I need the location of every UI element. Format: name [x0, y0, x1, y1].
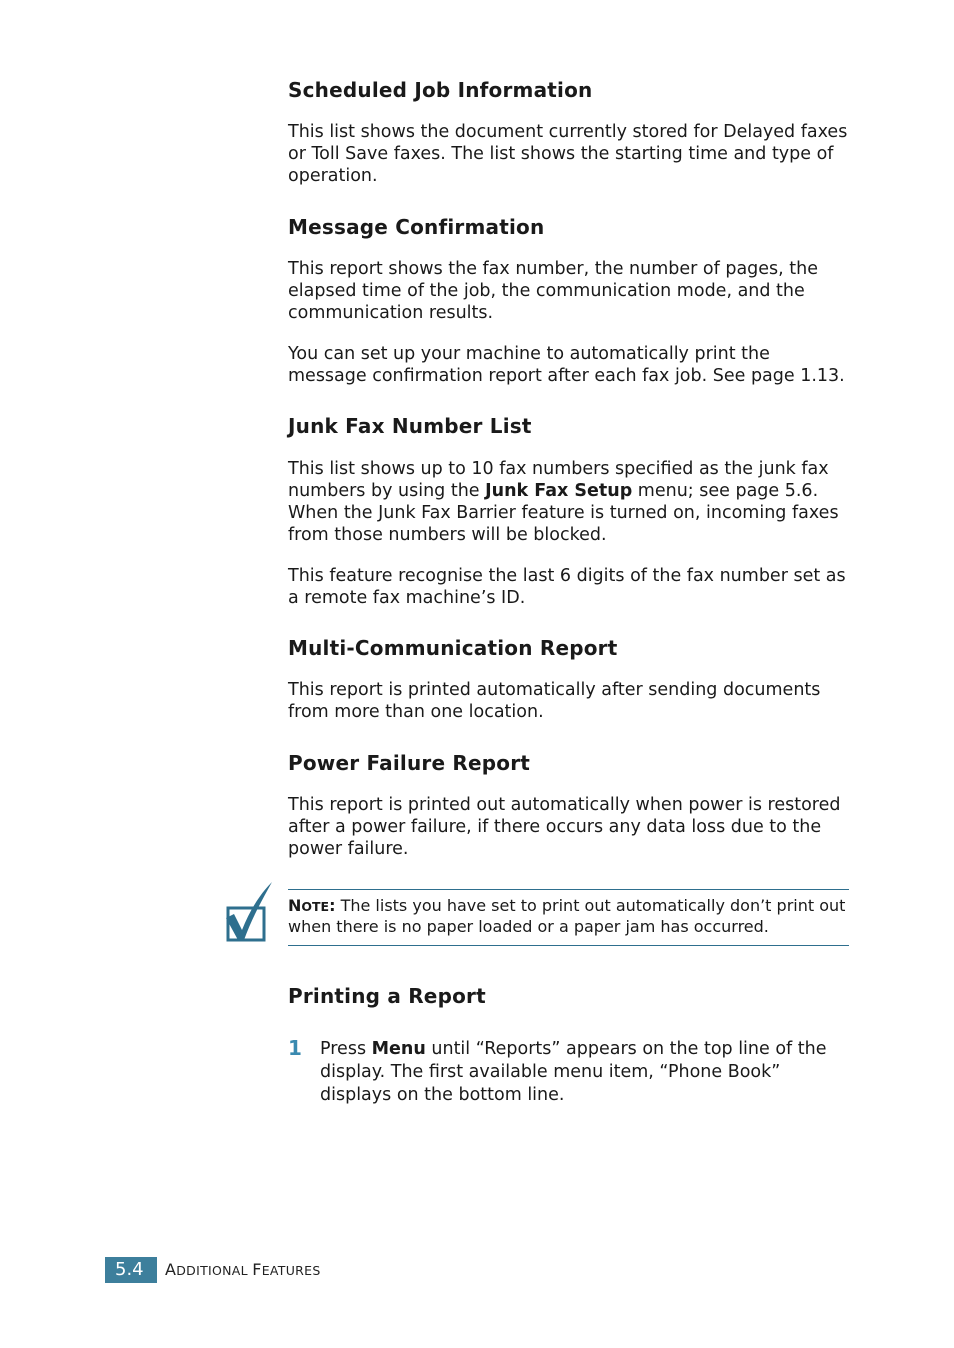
footer-title-f2: EATURES — [261, 1263, 321, 1278]
step-text — [320, 1038, 850, 1107]
step-text-b: until “Reports” appears on the top line of the display. The first available menu item, “Phone Book” displays on the bottom line. — [320, 1039, 827, 1105]
section-heading-junk-fax: Junk Fax Number List — [288, 414, 532, 438]
section-heading-power-failure: Power Failure Report — [288, 751, 531, 775]
note-text — [288, 896, 850, 937]
section-heading-scheduled-job: Scheduled Job Information — [288, 78, 593, 102]
section-heading-message-confirmation: Message Confirmation — [288, 215, 545, 239]
junk-fax-text-a: This list shows up to 10 fax numbers specified as the junk fax numbers by using the — [288, 459, 829, 501]
checkmark-note-icon — [222, 880, 274, 944]
note-label-colon: : — [329, 896, 336, 915]
footer-title-f1: F — [252, 1260, 262, 1279]
footer-chapter-title — [165, 1260, 321, 1279]
section-heading-printing-report: Printing a Report — [288, 984, 486, 1008]
paragraph-junk-fax-2: This feature recognise the last 6 digits of the fax number set as a remote fax machine’s ID. — [288, 566, 846, 608]
paragraph-message-confirmation-1: This report shows the fax number, the number of pages, the elapsed time of the job, the communication mode, and the communication results. — [288, 259, 818, 323]
paragraph-power-failure: This report is printed out automatically when power is restored after a power failure, if there occurs any data loss due to the power failure. — [288, 795, 841, 859]
footer-title-a1: A — [165, 1260, 177, 1279]
note-label-rest: OTE — [301, 899, 330, 914]
note-body: The lists you have set to print out automatically don’t print out when there is no paper loaded or a paper jam has occurred. — [288, 896, 846, 936]
step-number: 1 — [288, 1036, 302, 1060]
paragraph-message-confirmation-2: You can set up your machine to automatically print the message confirmation report after each fax job. See page 1.13. — [288, 344, 845, 386]
step-text-a: Press — [320, 1039, 372, 1059]
junk-fax-setup-menu-name: Junk Fax Setup — [485, 481, 633, 501]
paragraph-scheduled-job: This list shows the document currently stored for Delayed faxes or Toll Save faxes. The list shows the starting time and type of operation. — [288, 122, 848, 186]
junk-fax-text-b: menu; see page 5.6. When the Junk Fax Barrier feature is turned on, incoming faxes from those numbers will be blocked. — [288, 481, 839, 545]
note-bottom-rule — [288, 945, 849, 946]
footer-title-a2: DDITIONAL — [176, 1263, 253, 1278]
note-label — [288, 896, 336, 915]
note-top-rule — [288, 889, 849, 890]
note-label-initial: N — [288, 896, 302, 915]
menu-button-name: Menu — [371, 1039, 426, 1059]
section-heading-multi-communication: Multi-Communication Report — [288, 636, 618, 660]
paragraph-multi-communication: This report is printed automatically after sending documents from more than one location. — [288, 680, 821, 722]
footer-page-number: 5.4 — [115, 1259, 144, 1280]
paragraph-junk-fax-1 — [288, 458, 850, 546]
